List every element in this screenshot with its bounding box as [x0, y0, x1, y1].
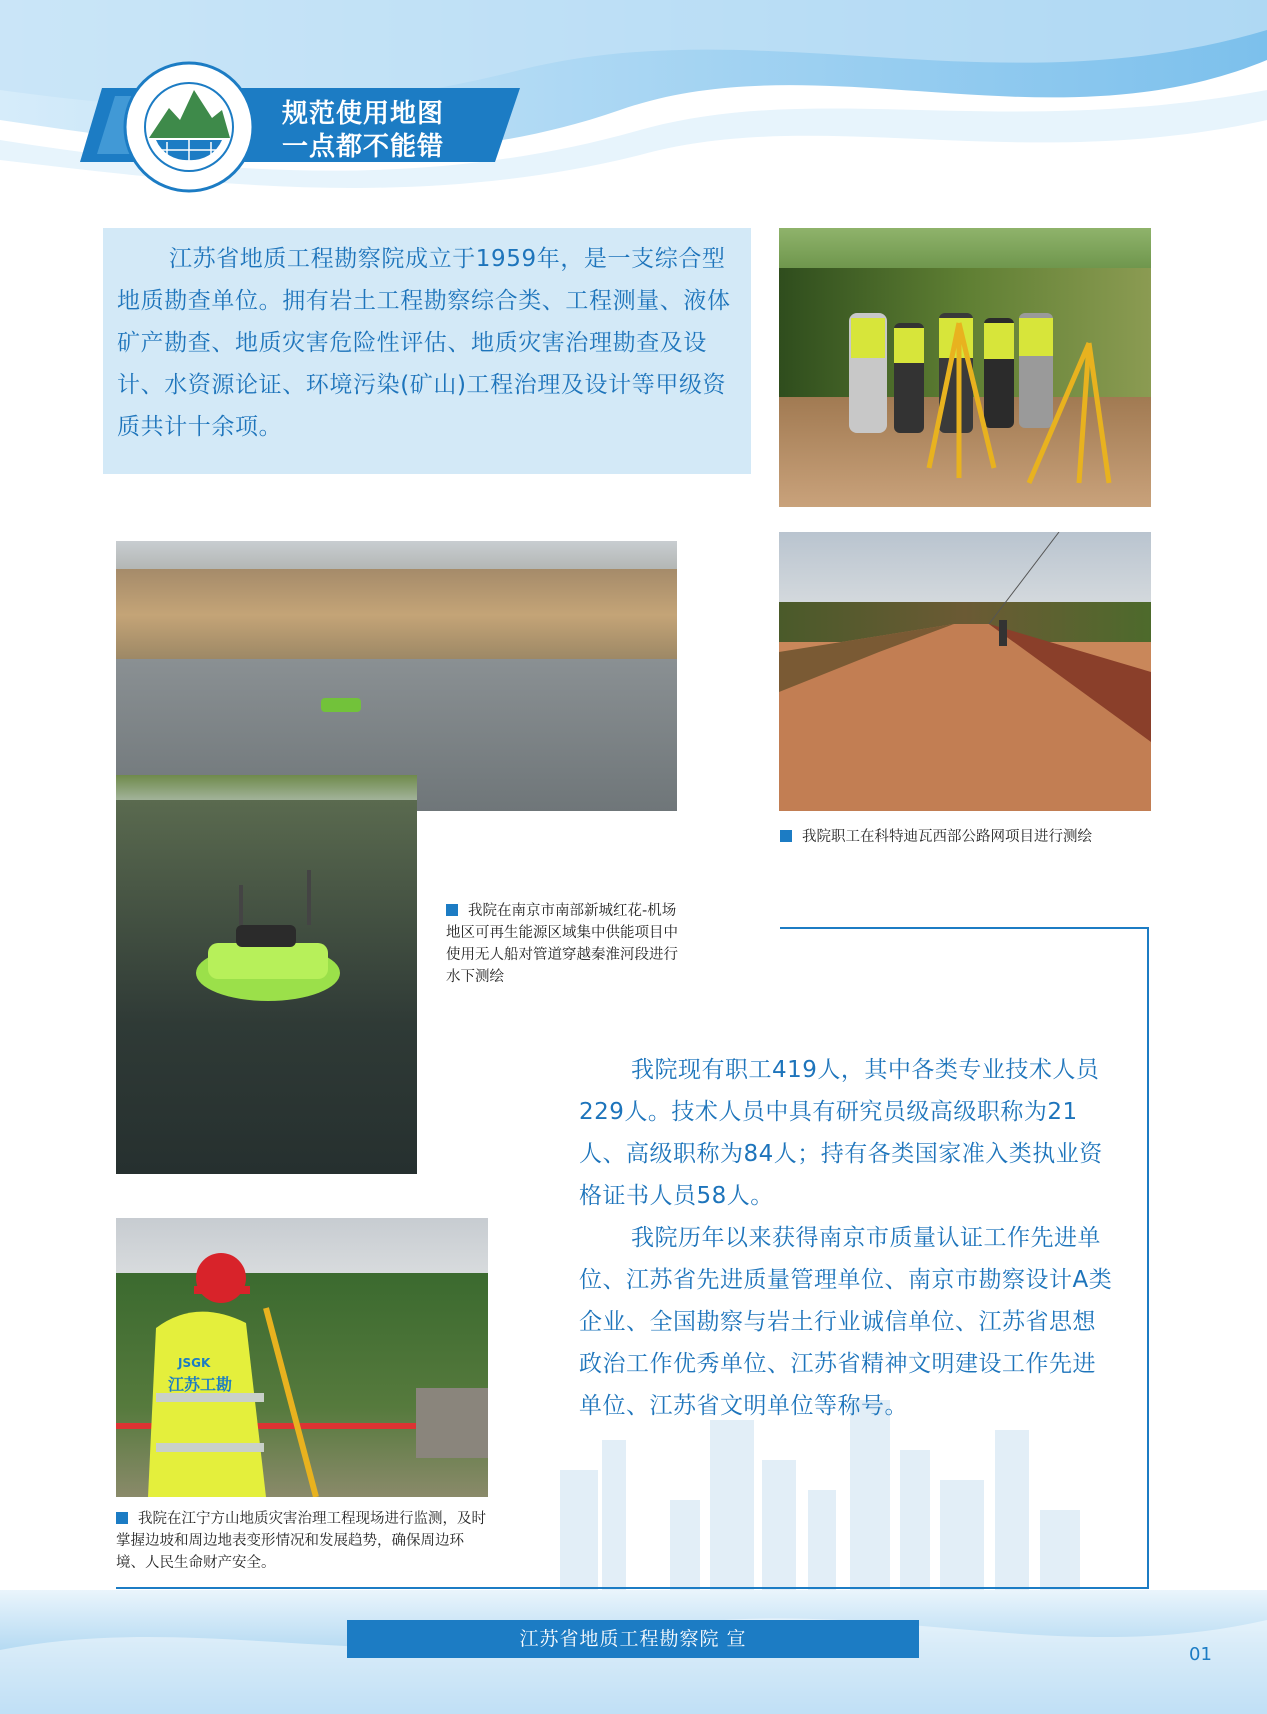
- caption-road-survey-text: 我院职工在科特迪瓦西部公路网项目进行测绘: [802, 829, 1092, 845]
- body-paragraph-staff: 我院现有职工419人，其中各类专业技术人员229人。技术人员中具有研究员级高级职称为21人、高级职称为84人；持有各类国家准入类执业资格证书人员58人。: [579, 1057, 1103, 1209]
- caption-boat-survey-text: 我院在南京市南部新城红花-机场地区可再生能源区域集中供能项目中使用无人船对管道穿越秦淮河段进行水下测绘: [446, 903, 678, 985]
- vest-brand-text: JSGK: [178, 1356, 211, 1370]
- body-paragraph-honors: 我院历年以来获得南京市质量认证工作先进单位、江苏省先进质量管理单位、南京市勘察设计A类企业、全国勘察与岩土行业诚信单位、江苏省思想政治工作优秀单位、江苏省精神文明建设工作先进单位、江苏省文明单位等称号。: [579, 1225, 1113, 1419]
- banner-title-line2: 一点都不能错: [282, 132, 445, 162]
- caption-slope-monitor: [116, 1508, 492, 1574]
- footer-publisher-bar: [347, 1620, 919, 1658]
- footer-publisher-text: 江苏省地质工程勘察院 宣: [519, 1628, 747, 1650]
- caption-slope-monitor-text: 我院在江宁方山地质灾害治理工程现场进行监测，及时掌握边坡和周边地表变形情况和发展趋势，确保周边环境、人民生命财产安全。: [116, 1511, 486, 1571]
- caption-bullet-icon: [116, 1512, 128, 1524]
- body-text-block: [579, 1049, 1117, 1427]
- page-number: 01: [1189, 1644, 1212, 1665]
- banner-title-line1: 规范使用地图: [282, 99, 445, 129]
- intro-text: 江苏省地质工程勘察院成立于1959年，是一支综合型地质勘查单位。拥有岩土工程勘察综合类、工程测量、液体矿产勘查、地质灾害危险性评估、地质灾害治理勘查及设计、水资源论证、环境污染(矿山)工程治理及设计等甲级资质共计十余项。: [117, 246, 731, 440]
- photo-slope-monitoring: [116, 1218, 488, 1497]
- vest-name-text: 江苏工勘: [168, 1375, 233, 1394]
